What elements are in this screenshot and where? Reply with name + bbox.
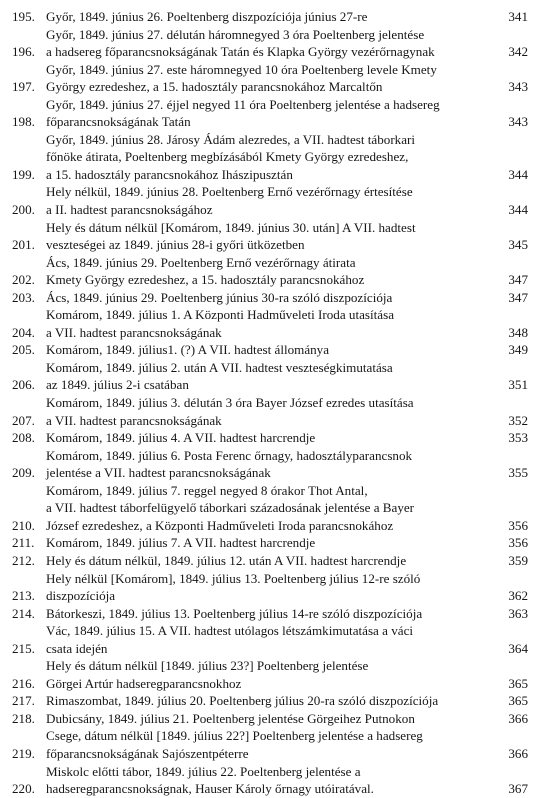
toc-entry-title-line: György ezredeshez, a 15. hadosztály parancsnokához Marcaltőn xyxy=(46,79,383,95)
toc-entry-title xyxy=(46,482,504,535)
toc-entry-number: 218. xyxy=(12,710,35,726)
toc-entry-number: 219. xyxy=(12,745,35,761)
toc-entry-title-line: Vác, 1849. július 15. A VII. hadtest utólagos létszámkimutatása a váci xyxy=(46,623,414,639)
toc-entry-page-number: 348 xyxy=(508,324,528,340)
toc-entry-page-number: 349 xyxy=(508,342,528,358)
toc-entry-title xyxy=(46,219,504,254)
toc-entry-page-number: 344 xyxy=(508,166,528,182)
toc-entry xyxy=(12,605,528,623)
toc-entry-page-number: 352 xyxy=(508,412,528,428)
toc-entry-title xyxy=(46,61,504,96)
toc-entry xyxy=(12,341,528,359)
toc-entry-title xyxy=(46,570,504,605)
toc-entry-number: 209. xyxy=(12,465,35,481)
toc-entry-title xyxy=(46,96,504,131)
toc-entry-title xyxy=(46,306,504,341)
toc-entry-number: 199. xyxy=(12,166,35,182)
toc-entry-number: 201. xyxy=(12,237,35,253)
toc-entry xyxy=(12,359,528,394)
toc-entry-number: 200. xyxy=(12,202,35,218)
toc-entry-title xyxy=(46,183,504,218)
toc-entry-title-line: Ács, 1849. június 29. Poeltenberg Ernő vezérőrnagy átirata xyxy=(46,254,356,270)
toc-entry-number: 220. xyxy=(12,781,35,797)
toc-entry-page-number: 367 xyxy=(508,781,528,797)
toc-entry-number: 207. xyxy=(12,412,35,428)
toc-entry-title-line: a VII. hadtest parancsnokságának xyxy=(46,412,222,428)
toc-entry-title-line: Hely és dátum nélkül [Komárom, 1849. június 30. után] A VII. hadtest xyxy=(46,219,416,235)
toc-entry-number: 208. xyxy=(12,430,35,446)
toc-entry-page-number: 342 xyxy=(508,44,528,60)
toc-entry xyxy=(12,429,528,447)
toc-entry-number: 205. xyxy=(12,342,35,358)
toc-entry-title xyxy=(46,359,504,394)
toc-entry xyxy=(12,727,528,762)
toc-entry-page-number: 356 xyxy=(508,535,528,551)
toc-entry-title-line: Rimaszombat, 1849. július 20. Poeltenberg július 20-ra szóló diszpozíciója xyxy=(46,693,439,709)
toc-entry-title-line: Győr, 1849. június 27. éjjel negyed 11 óra Poeltenberg jelentése a hadsereg xyxy=(46,96,440,112)
toc-entry xyxy=(12,306,528,341)
toc-entry-number: 195. xyxy=(12,9,35,24)
toc-entry-number: 214. xyxy=(12,605,35,621)
toc-entry-title-line: Komárom, 1849. július1. (?) A VII. hadtest állománya xyxy=(46,342,330,358)
toc-entry-page-number: 363 xyxy=(508,605,528,621)
toc-entry xyxy=(12,394,528,429)
toc-entry-title-line: Kmety György ezredeshez, a 15. hadosztály parancsnokához xyxy=(46,272,365,288)
toc-entry-title-line: Görgei Artúr hadseregparancsnokhoz xyxy=(46,675,242,691)
toc-entry xyxy=(12,482,528,535)
toc-entry-title-line: jelentése a VII. hadtest parancsnokságának xyxy=(46,465,271,481)
toc-entry-page-number: 365 xyxy=(508,675,528,691)
toc-entry-page-number: 351 xyxy=(508,377,528,393)
toc-entry-page-number: 365 xyxy=(508,693,528,709)
toc-entry xyxy=(12,552,528,570)
toc-entry xyxy=(12,254,528,289)
toc-entry-title-line: diszpozíciója xyxy=(46,588,116,604)
toc-entry-number: 197. xyxy=(12,79,35,95)
toc-entry-page-number: 355 xyxy=(508,465,528,481)
toc-entry-number: 211. xyxy=(12,535,35,551)
toc-entry-title-line: Győr, 1849. június 27. este háromnegyed 10 óra Poeltenberg levele Kmety xyxy=(46,61,437,77)
toc-entry-number: 215. xyxy=(12,640,35,656)
toc-entry-number: 202. xyxy=(12,272,35,288)
toc-entry-title-line: Komárom, 1849. július 1. A Központi Hadműveleti Iroda utasítása xyxy=(46,307,395,323)
toc-entry-title-line: Komárom, 1849. július 3. délután 3 óra Bayer József ezredes utasítása xyxy=(46,395,414,411)
toc-entry-page-number: 366 xyxy=(508,710,528,726)
toc-entry-title-line: Komárom, 1849. július 7. A VII. hadtest harcrendje xyxy=(46,535,316,551)
toc-entry-page-number: 366 xyxy=(508,745,528,761)
toc-entry-title xyxy=(46,26,504,61)
toc-entry-title-line: a II. hadtest parancsnokságához xyxy=(46,202,213,218)
toc-entry-title xyxy=(46,710,504,728)
toc-entry-page-number: 341 xyxy=(508,9,528,24)
toc-entry-number: 217. xyxy=(12,693,35,709)
toc-entry-number: 216. xyxy=(12,675,35,691)
toc-entry-title-line: Győr, 1849. június 26. Poeltenberg diszpozíciója június 27-re xyxy=(46,9,368,24)
toc-entry-title xyxy=(46,727,504,762)
toc-entry-title-line: főparancsnokságának Sajószentpéterre xyxy=(46,745,249,761)
toc-entry-number: 212. xyxy=(12,552,35,568)
toc-entry-title-line: Komárom, 1849. július 6. Posta Ferenc őrnagy, hadosztályparancsnok xyxy=(46,447,413,463)
toc-entry-page-number: 347 xyxy=(508,289,528,305)
toc-entry-page-number: 364 xyxy=(508,640,528,656)
toc-entry xyxy=(12,570,528,605)
toc-entry xyxy=(12,131,528,184)
toc-entry-title-line: Komárom, 1849. július 4. A VII. hadtest harcrendje xyxy=(46,430,316,446)
toc-entry-title-line: József ezredeshez, a Központi Hadműveleti Iroda parancsnokához xyxy=(46,517,394,533)
toc-entry-title-line: Komárom, 1849. július 2. után A VII. hadtest veszteségkimutatása xyxy=(46,359,393,375)
toc-entry xyxy=(12,183,528,218)
toc-entry-number: 210. xyxy=(12,517,35,533)
toc-entry-title-line: Hely nélkül, 1849. június 28. Poeltenberg Ernő vezérőrnagy értesítése xyxy=(46,184,413,200)
toc-entry-page-number: 345 xyxy=(508,237,528,253)
toc-entry-title-line: hadseregparancsnokságnak, Hauser Károly őrnagy utóiratával. xyxy=(46,781,374,797)
toc-entry-number: 203. xyxy=(12,289,35,305)
toc-entry-title-line: a 15. hadosztály parancsnokához Ihászipusztán xyxy=(46,166,293,182)
toc-entry-page-number: 343 xyxy=(508,114,528,130)
toc-entry-number: 206. xyxy=(12,377,35,393)
toc-entry-title-line: Ács, 1849. június 29. Poeltenberg június 30-ra szóló diszpozíciója xyxy=(46,289,393,305)
toc-entry xyxy=(12,26,528,61)
toc-entry xyxy=(12,657,528,692)
toc-entry xyxy=(12,289,528,307)
toc-entry-title xyxy=(46,341,504,359)
toc-entry xyxy=(12,219,528,254)
toc-entry-title-line: Komárom, 1849. július 7. reggel negyed 8 órakor Thot Antal, xyxy=(46,482,368,498)
toc-entry xyxy=(12,447,528,482)
toc-entry-title-line: Miskolc előtti tábor, 1849. július 22. Poeltenberg jelentése a xyxy=(46,763,361,779)
toc-entry-title-line: Hely nélkül [Komárom], 1849. július 13. Poeltenberg július 12-re szóló xyxy=(46,570,421,586)
toc-entry-title-line: az 1849. július 2-i csatában xyxy=(46,377,189,393)
toc-entry-title xyxy=(46,394,504,429)
toc-entry-number: 198. xyxy=(12,114,35,130)
toc-entry-title-line: csata idején xyxy=(46,640,108,656)
toc-entry-page-number: 362 xyxy=(508,588,528,604)
toc-entry-title xyxy=(46,622,504,657)
toc-entry-title xyxy=(46,447,504,482)
toc-entry xyxy=(12,692,528,710)
toc-entry-title xyxy=(46,763,504,798)
toc-entry xyxy=(12,61,528,96)
toc-entry-title-line: Dubicsány, 1849. július 21. Poeltenberg jelentése Görgeihez Putnokon xyxy=(46,710,415,726)
toc-entry xyxy=(12,534,528,552)
toc-entry-title xyxy=(46,8,504,26)
toc-entry xyxy=(12,96,528,131)
toc-entry-title-line: Győr, 1849. június 27. délután háromnegyed 3 óra Poeltenberg jelentése xyxy=(46,26,425,42)
toc-entry-title xyxy=(46,534,504,552)
toc-entry xyxy=(12,710,528,728)
toc-entry-title-line: főparancsnokságának Tatán xyxy=(46,114,191,130)
toc-entry xyxy=(12,8,528,26)
toc-entry-title-line: veszteségei az 1849. június 28-i győri ütközetben xyxy=(46,237,305,253)
toc-entry-title-line: a hadsereg főparancsnokságának Tatán és Klapka György vezérőrnagynak xyxy=(46,44,435,60)
toc-entry-title xyxy=(46,692,504,710)
toc-entry-title xyxy=(46,254,504,289)
toc-entry-page-number: 359 xyxy=(508,552,528,568)
toc-entry-title-line: Győr, 1849. június 28. Járosy Ádám alezredes, a VII. hadtest táborkari xyxy=(46,131,416,147)
toc-entry-number: 213. xyxy=(12,588,35,604)
toc-list xyxy=(12,8,528,798)
toc-entry xyxy=(12,763,528,798)
toc-entry-title xyxy=(46,429,504,447)
toc-entry-page-number: 353 xyxy=(508,430,528,446)
toc-entry-title xyxy=(46,289,504,307)
toc-entry-number: 204. xyxy=(12,324,35,340)
toc-entry-title-line: Bátorkeszi, 1849. július 13. Poeltenberg július 14-re szóló diszpozíciója xyxy=(46,605,423,621)
toc-entry-title-line: főnöke átirata, Poeltenberg megbízásából Kmety György ezredeshez, xyxy=(46,149,409,165)
toc-entry-title-line: Hely és dátum nélkül [1849. július 23?] Poeltenberg jelentése xyxy=(46,658,369,674)
toc-entry-page-number: 356 xyxy=(508,517,528,533)
toc-entry-title xyxy=(46,605,504,623)
toc-entry-title-line: a VII. hadtest parancsnokságának xyxy=(46,324,222,340)
toc-entry-title-line: a VII. hadtest táborfelügyelő táborkari századosának jelentése a Bayer xyxy=(46,500,415,516)
toc-entry-title-line: Hely és dátum nélkül, 1849. július 12. után A VII. hadtest harcrendje xyxy=(46,552,407,568)
toc-entry xyxy=(12,622,528,657)
toc-entry-page-number: 343 xyxy=(508,79,528,95)
toc-entry-page-number: 344 xyxy=(508,202,528,218)
toc-entry-title xyxy=(46,657,504,692)
toc-entry-title-line: Csege, dátum nélkül [1849. július 22?] Poeltenberg jelentése a hadsereg xyxy=(46,728,423,744)
toc-entry-title xyxy=(46,131,504,184)
toc-entry-title xyxy=(46,552,504,570)
toc-entry-number: 196. xyxy=(12,44,35,60)
toc-entry-page-number: 347 xyxy=(508,272,528,288)
